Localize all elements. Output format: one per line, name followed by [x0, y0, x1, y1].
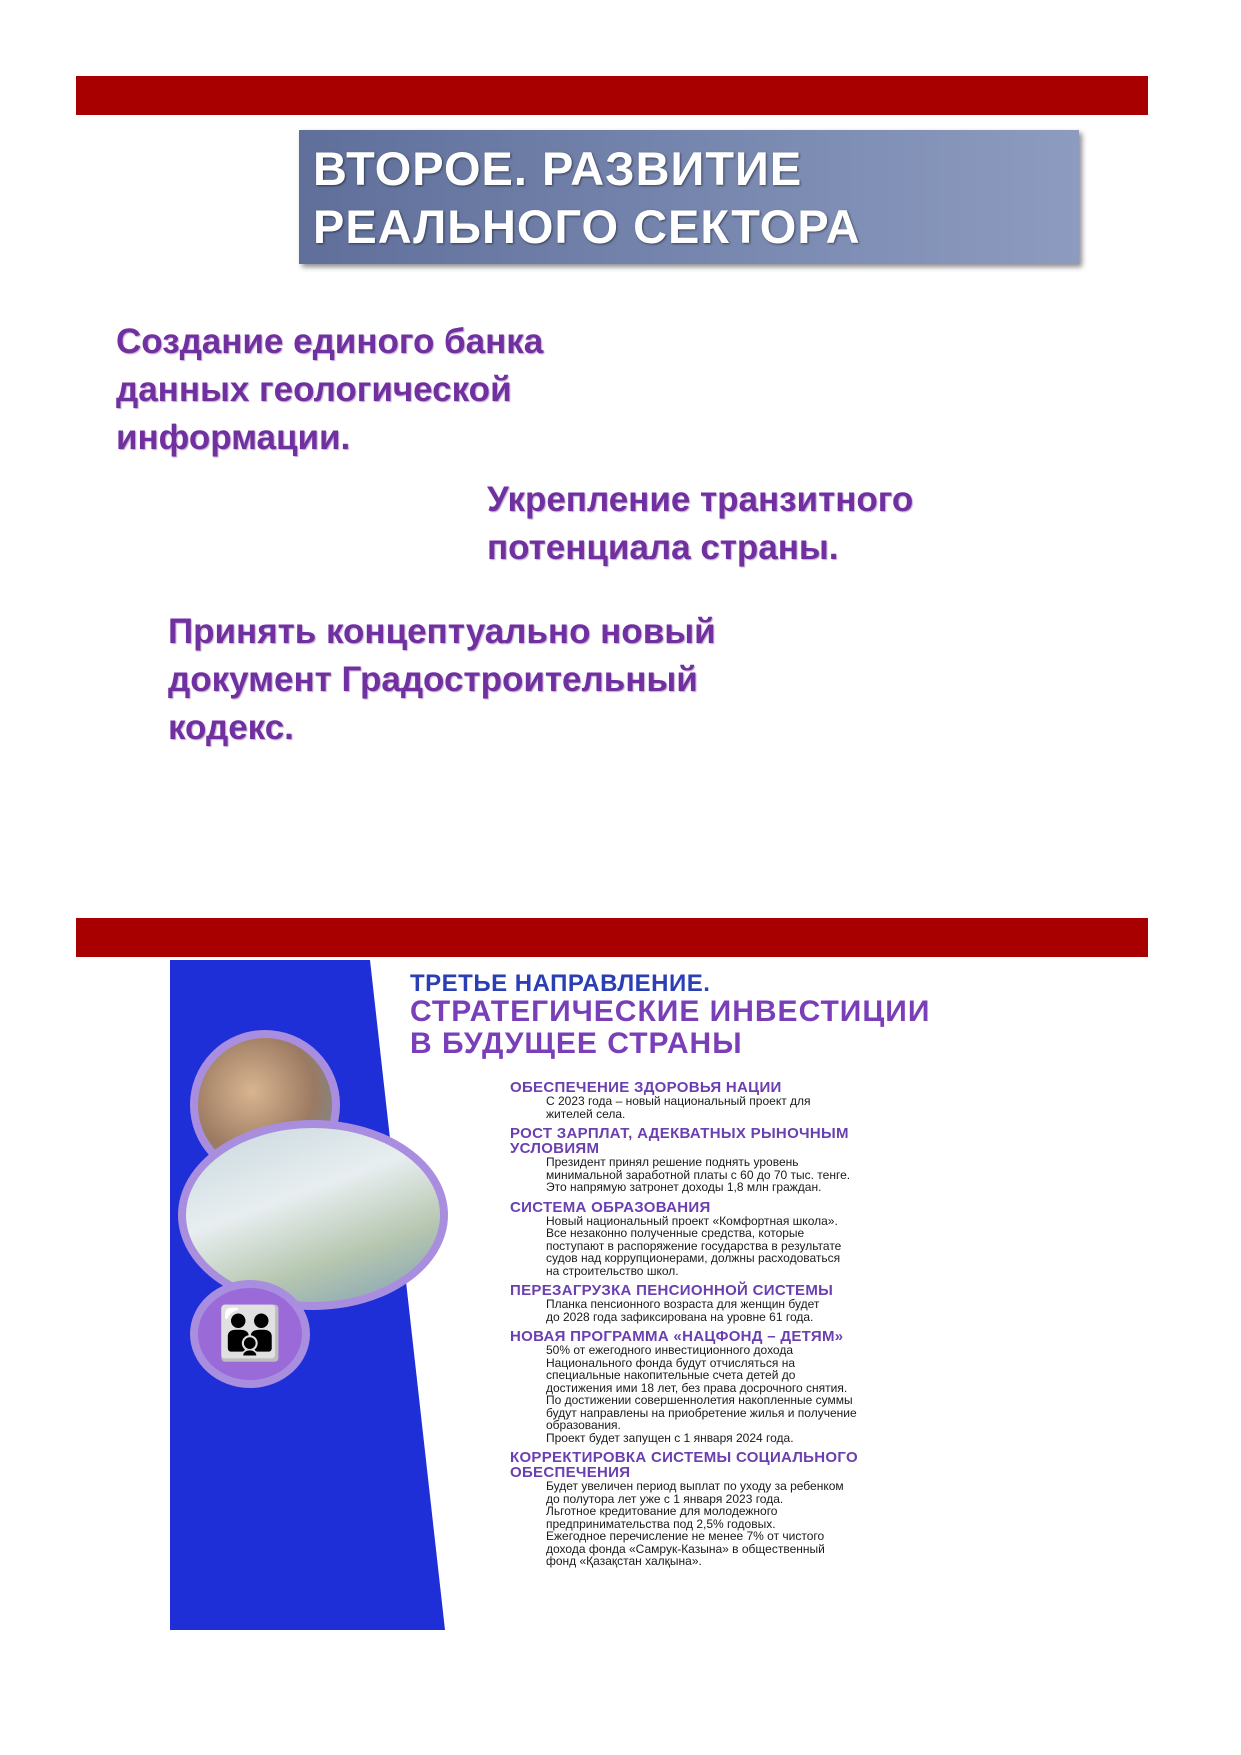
- body-line: специальные накопительные счета детей до: [546, 1368, 796, 1382]
- middle-red-bar: [76, 918, 1148, 957]
- infographic-subheading: [410, 996, 930, 1060]
- text-line: данных геологической: [116, 370, 512, 409]
- subheading-line: СТРАТЕГИЧЕСКИЕ ИНВЕСТИЦИИ: [410, 995, 931, 1028]
- heading-line: ПЕРЕЗАГРУЗКА ПЕНСИОННОЙ СИСТЕМЫ: [510, 1282, 834, 1299]
- body-line: Будет увеличен период выплат по уходу за ребенком: [546, 1479, 844, 1493]
- body-line: Национального фонда будут отчисляться на: [546, 1355, 796, 1370]
- list-item: [510, 1126, 1110, 1194]
- text-line: потенциала страны.: [487, 528, 839, 567]
- item-body: [546, 1095, 1110, 1120]
- subheading-line: В БУДУЩЕЕ СТРАНЫ: [410, 1027, 743, 1060]
- text-line: Принять концептуально новый: [168, 612, 716, 651]
- section-title-line: ВТОРОЕ. РАЗВИТИЕ: [313, 142, 803, 195]
- item-body: [546, 1480, 1110, 1568]
- infographic-items: [510, 1080, 1110, 1574]
- infographic: [170, 960, 1130, 1630]
- body-line: 50% от ежегодного инвестиционного дохода: [546, 1343, 794, 1357]
- transit-potential-text: [487, 476, 913, 572]
- body-line: Все незаконно полученные средства, которые: [546, 1226, 805, 1240]
- item-heading: [510, 1283, 1110, 1298]
- list-item: [510, 1080, 1110, 1120]
- body-line: будут направлены на приобретение жилья и получение: [546, 1405, 857, 1420]
- body-line: достижения ими 18 лет, без права досрочного снятия.: [546, 1380, 848, 1395]
- heading-line: СИСТЕМА ОБРАЗОВАНИЯ: [510, 1198, 711, 1216]
- list-item: [510, 1283, 1110, 1323]
- item-body: [546, 1215, 1110, 1278]
- item-body: [546, 1298, 1110, 1323]
- heading-line: НОВАЯ ПРОГРАММА «НАЦФОНД – ДЕТЯМ»: [510, 1328, 844, 1345]
- body-line: фонд «Қазақстан халқына».: [546, 1554, 702, 1568]
- heading-line: УСЛОВИЯМ: [510, 1140, 600, 1157]
- heading-line: ОБЕСПЕЧЕНИЕ ЗДОРОВЬЯ НАЦИИ: [510, 1079, 782, 1096]
- text-line: информации.: [116, 418, 351, 457]
- body-line: Планка пенсионного возраста для женщин будет: [546, 1297, 820, 1311]
- urban-planning-code-text: [168, 608, 716, 752]
- item-heading: [510, 1329, 1110, 1344]
- family-badge: [190, 1280, 310, 1388]
- body-line: Проект будет запущен с 1 января 2024 года.: [546, 1430, 794, 1445]
- section-title-box: [299, 130, 1079, 264]
- item-body: [546, 1344, 1110, 1444]
- body-line: до полутора лет уже с 1 января 2023 года.: [546, 1491, 784, 1506]
- body-line: Президент принял решение поднять уровень: [546, 1155, 799, 1169]
- list-item: [510, 1329, 1110, 1444]
- heading-line: РОСТ ЗАРПЛАТ, АДЕКВАТНЫХ РЫНОЧНЫМ: [510, 1125, 849, 1142]
- top-red-bar: [76, 76, 1148, 115]
- body-line: минимальной заработной платы с 60 до 70 тыс. тенге.: [546, 1167, 851, 1182]
- item-heading: [510, 1450, 1110, 1480]
- text-line: документ Градостроительный: [168, 660, 698, 699]
- family-icon: 👪: [217, 1305, 283, 1363]
- item-heading: [510, 1200, 1110, 1215]
- item-heading: [510, 1080, 1110, 1095]
- list-item: [510, 1200, 1110, 1278]
- body-line: предпринимательства под 2,5% годовых.: [546, 1516, 776, 1531]
- body-line: Льготное кредитование для молодежного: [546, 1504, 778, 1518]
- body-line: Это напрямую затронет доходы 1,8 млн граждан.: [546, 1180, 822, 1194]
- body-line: По достижении совершеннолетия накопленные суммы: [546, 1393, 853, 1407]
- item-heading: [510, 1126, 1110, 1156]
- body-line: С 2023 года – новый национальный проект для: [546, 1094, 811, 1108]
- body-line: поступают в распоряжение государства в результате: [546, 1238, 842, 1253]
- section-title-line: РЕАЛЬНОГО СЕКТОРА: [313, 200, 861, 253]
- body-line: Новый национальный проект «Комфортная школа».: [546, 1213, 838, 1228]
- heading-line: ОБЕСПЕЧЕНИЯ: [510, 1464, 631, 1481]
- body-line: образования.: [546, 1418, 621, 1432]
- text-line: кодекс.: [168, 708, 294, 747]
- text-line: Укрепление транзитного: [487, 480, 914, 519]
- infographic-heading: ТРЕТЬЕ НАПРАВЛЕНИЕ.: [410, 970, 711, 997]
- geological-data-text: [116, 318, 543, 462]
- classroom-photo: [178, 1120, 448, 1310]
- body-line: до 2028 года зафиксирована на уровне 61 года.: [546, 1309, 814, 1324]
- item-body: [546, 1156, 1110, 1194]
- body-line: дохода фонда «Самрук-Казына» в общественный: [546, 1541, 825, 1556]
- heading-line: КОРРЕКТИРОВКА СИСТЕМЫ СОЦИАЛЬНОГО: [510, 1449, 858, 1466]
- text-line: Создание единого банка: [116, 322, 544, 361]
- body-line: судов над коррупционерами, должны расходоваться: [546, 1251, 841, 1265]
- body-line: на строительство школ.: [546, 1263, 679, 1278]
- body-line: жителей села.: [546, 1106, 626, 1121]
- list-item: [510, 1450, 1110, 1568]
- body-line: Ежегодное перечисление не менее 7% от чистого: [546, 1529, 825, 1543]
